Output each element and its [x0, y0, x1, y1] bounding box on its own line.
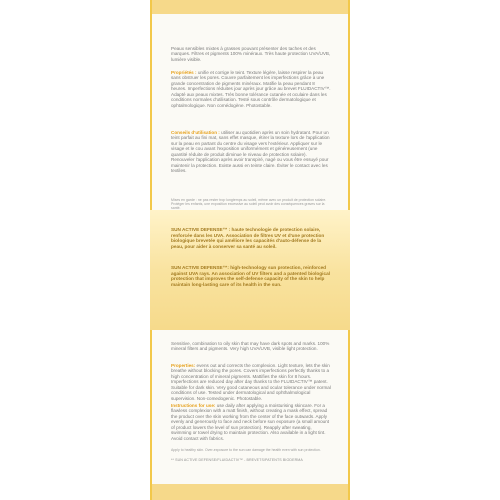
- band-fr: SUN ACTIVE DEFENSE™ : haute technologie de protection solaire, renforcée dans les UVA. Association de filtres UV et d'une protection biologique brevetée qui améliore les capacités d'auto-défense de la peau, pour aider à conserver sa santé au soleil.: [171, 227, 325, 249]
- fr-properties-text: unifie et corrige le teint. Texture légère, laisse respirer la peau sans obstruer les pores. Couvre parfaitement les imperfections grâce à une grande concentration de pigments minéraux. Matifie la peau pendant 8 heures. Imperfections réduites jour après jour grâce au brevet FLUIDACTIV™. Adapté aux peaux mixtes. Très bonne tolérance cutanée et oculaire dans les conditions normales d'utilisation. Testé sous contrôle dermatologique et ophtalmologique. Non comédogène. Photostable.: [171, 70, 331, 108]
- band-en: SUN ACTIVE DEFENSE™: high-technology sun protection, reinforced against UVA rays. An association of UV filters and a patented biological protection that improves the self-defense capacity of the skin to help maintain long-lasting care of its health in the sun.: [171, 265, 330, 287]
- en-intro: Sensitive, combination to oily skin that may have dark spots and marks. 100% mineral filters and pigments. Very high UVA/UVB, visible light protection.: [171, 341, 330, 352]
- en-instructions-text: use daily after applying a moisturising skincare. For a flawless complexion with a matt finish, without creating a mask effect, spread the product over the skin working from the center of the face outwards. Apply evenly and generously to face and neck before sun exposure (a small amount of product lowers the level of sun protection). Reapply after sweating, swimming or towel drying to maintain protection. Also available in a light tint. Avoid contact with fabrics.: [171, 403, 330, 441]
- fr-properties-label: Propriétés :: [171, 70, 197, 75]
- fr-advice: [171, 130, 331, 174]
- en-instructions-label: Instructions for use:: [171, 403, 216, 408]
- en-note: Apply to healthy skin. Over-exposure to the sun can damage the health even with sun protection.: [171, 448, 321, 452]
- en-properties: [171, 363, 331, 401]
- fr-properties: [171, 70, 331, 108]
- fr-note: Mises en garde : ne pas rester trop longtemps au soleil, même avec un produit de protection solaire. Protéger les enfants, une exposition excessive au soleil peut avoir des conséquences graves sur la santé.: [171, 198, 327, 211]
- footer-patents: ** SUN ACTIVE DEFENSE/FLUIDACTIV™ - BREVETS/PATENTS BIODERMA: [171, 458, 303, 462]
- en-properties-label: Properties:: [171, 363, 196, 368]
- en-instructions: [171, 403, 331, 441]
- fr-intro: Peaux sensibles mixtes à grasses pouvant présenter des taches et des marques. Filtres et pigments 100% minéraux. Très haute protection UVA/UVB, lumière visible.: [171, 46, 331, 62]
- fr-advice-text: utiliser au quotidien après un soin hydratant. Pour un teint parfait au fini mat, sans effet masque, étirer la texture lors de l'application sur la peau en partant du centre du visage vers l'extérieur. Appliquer sur le visage et le cou avant l'exposition uniformément et généreusement (une quantité réduite de produit diminue le niveau de protection solaire). Renouveler l'application après avoir transpiré, nagé ou vous être essuyé pour maintenir la protection. Existe aussi en teinte claire. Éviter le contact avec les textiles.: [171, 130, 330, 174]
- en-properties-text: evens out and corrects the complexion. Light texture, lets the skin breathe without blocking the pores. Covers imperfections perfectly thanks to a high concentration of mineral pigments. Mattifies the skin for 8 hours. Imperfections are reduced day after day thanks to the FLUIDACTIV™ patent. Suitable for dark skin. Very good cutaneous and ocular tolerance under normal conditions of use. Tested under dermatological and ophthalmological supervision. Non-comedogenic. Photostable.: [171, 363, 331, 401]
- fr-advice-label: Conseils d'utilisation :: [171, 130, 220, 135]
